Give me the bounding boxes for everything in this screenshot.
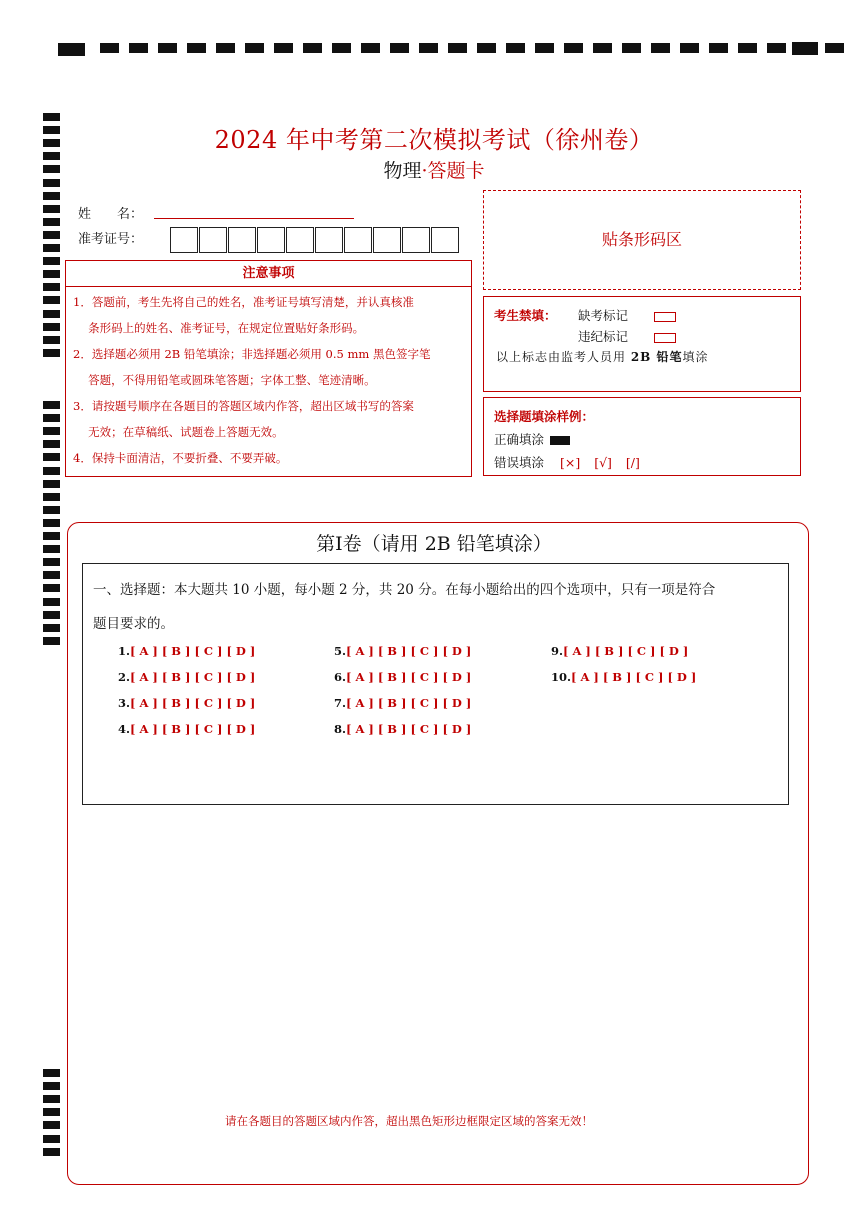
exam-id-label: 准考证号： (78, 232, 144, 247)
timing-mark (43, 467, 60, 475)
forbidden-note (496, 348, 709, 365)
correct-fill-row (494, 430, 570, 448)
timing-mark (245, 43, 264, 53)
exam-id-digit-box[interactable] (373, 227, 401, 253)
timing-mark (43, 598, 60, 606)
timing-mark (43, 349, 60, 357)
question-options[interactable]: [ A ] [ B ] [ C ] [ D ] (130, 670, 256, 684)
timing-mark (332, 43, 351, 53)
timing-mark (43, 519, 60, 527)
timing-mark (43, 401, 60, 409)
question-2-answer-row[interactable] (118, 670, 255, 684)
timing-mark (825, 43, 844, 53)
timing-mark (43, 453, 60, 461)
exam-id-digit-box[interactable] (402, 227, 430, 253)
timing-mark (43, 296, 60, 304)
notice-list (66, 287, 471, 471)
timing-mark (43, 624, 60, 632)
timing-mark (43, 611, 60, 619)
exam-id-digit-box[interactable] (257, 227, 285, 253)
question-number: 5. (334, 644, 347, 658)
timing-mark (43, 257, 60, 265)
question-10-answer-row[interactable] (551, 670, 696, 684)
exam-id-digit-box[interactable] (286, 227, 314, 253)
timing-mark (158, 43, 177, 53)
timing-mark (274, 43, 293, 53)
timing-mark (506, 43, 525, 53)
question-options[interactable]: [ A ] [ B ] [ C ] [ D ] (346, 644, 472, 658)
exam-id-digit-box[interactable] (344, 227, 372, 253)
timing-mark (43, 1148, 60, 1156)
question-number: 3. (118, 696, 131, 710)
timing-mark (43, 283, 60, 291)
timing-mark (792, 42, 818, 55)
timing-mark (187, 43, 206, 53)
absent-mark-label: 缺考标记 (578, 308, 629, 323)
question-5-answer-row[interactable] (334, 644, 471, 658)
choice-answer-box (82, 563, 789, 805)
exam-id-digit-box[interactable] (199, 227, 227, 253)
question-number: 8. (334, 722, 347, 736)
question-7-answer-row[interactable] (334, 696, 471, 710)
forbidden-note-prefix: 以上标志由监考人员用 (496, 350, 631, 364)
timing-mark (622, 43, 641, 53)
question-9-answer-row[interactable] (551, 644, 688, 658)
timing-mark (43, 1095, 60, 1103)
notice-line: 3．请按题号顺序在各题目的答题区域内作答，超出区域书写的答案 (73, 399, 414, 413)
question-options[interactable]: [ A ] [ B ] [ C ] [ D ] (130, 722, 256, 736)
timing-mark (43, 192, 60, 200)
question-options[interactable]: [ A ] [ B ] [ C ] [ D ] (346, 696, 472, 710)
timing-mark (43, 480, 60, 488)
notice-line: 2．选择题必须用 2B 铅笔填涂；非选择题必须用 0.5 mm 黑色签字笔 (73, 347, 431, 361)
section-1-title: 第Ⅰ卷（请用 2B 铅笔填涂） (316, 533, 552, 555)
question-number: 7. (334, 696, 347, 710)
timing-mark (43, 205, 60, 213)
wrong-fill-sample-1: [×] (560, 455, 581, 470)
timing-mark (43, 336, 60, 344)
timing-mark (43, 571, 60, 579)
timing-mark (43, 1135, 60, 1143)
correct-fill-label: 正确填涂 (494, 432, 545, 447)
timing-mark (43, 427, 60, 435)
timing-mark (43, 506, 60, 514)
footer-warning: 请在各题目的答题区域内作答，超出黑色矩形边框限定区域的答案无效！ (225, 1114, 593, 1128)
absent-mark-row (578, 306, 676, 324)
question-options[interactable]: [ A ] [ B ] [ C ] [ D ] (130, 696, 256, 710)
wrong-fill-row (494, 453, 640, 471)
timing-mark (390, 43, 409, 53)
notice-line: 无效；在草稿纸、试题卷上答题无效。 (73, 425, 284, 439)
question-options[interactable]: [ A ] [ B ] [ C ] [ D ] (571, 670, 697, 684)
timing-mark (767, 43, 786, 53)
wrong-fill-sample-2: [√] (594, 455, 612, 470)
name-input-line[interactable] (154, 218, 354, 219)
question-options[interactable]: [ A ] [ B ] [ C ] [ D ] (130, 644, 256, 658)
notice-line: 1．答题前，考生先将自己的姓名，准考证号填写清楚，并认真核准 (73, 295, 414, 309)
timing-mark (680, 43, 699, 53)
timing-mark (43, 323, 60, 331)
question-4-answer-row[interactable] (118, 722, 255, 736)
question-number: 4. (118, 722, 131, 736)
notice-line: 4．保持卡面清洁，不要折叠、不要弄破。 (73, 451, 288, 465)
timing-mark (43, 414, 60, 422)
violation-mark-label: 违纪标记 (578, 329, 629, 344)
notice-line: 答题，不得用铅笔或圆珠笔答题；字体工整、笔迹清晰。 (73, 373, 376, 387)
timing-mark (651, 43, 670, 53)
timing-mark (564, 43, 583, 53)
timing-mark (448, 43, 467, 53)
question-options[interactable]: [ A ] [ B ] [ C ] [ D ] (346, 722, 472, 736)
timing-mark (477, 43, 496, 53)
timing-mark (361, 43, 380, 53)
question-options[interactable]: [ A ] [ B ] [ C ] [ D ] (563, 644, 689, 658)
subtitle-dot: · (421, 160, 428, 182)
question-number: 1. (118, 644, 131, 658)
timing-mark (129, 43, 148, 53)
timing-mark (100, 43, 119, 53)
exam-id-boxes[interactable] (170, 227, 460, 253)
timing-mark (43, 637, 60, 645)
timing-mark (43, 310, 60, 318)
timing-mark (43, 244, 60, 252)
fill-example-title: 选择题填涂样例： (494, 409, 595, 424)
timing-mark (419, 43, 438, 53)
timing-mark (43, 270, 60, 278)
question-1-answer-row[interactable] (118, 644, 255, 658)
barcode-label: 贴条形码区 (601, 230, 682, 249)
exam-id-digit-box[interactable] (431, 227, 459, 253)
exam-id-digit-box[interactable] (315, 227, 343, 253)
wrong-fill-label: 错误填涂 (494, 455, 545, 470)
timing-mark (43, 493, 60, 501)
timing-mark (535, 43, 554, 53)
card-label: 答题卡 (427, 160, 485, 182)
notice-line: 条形码上的姓名、准考证号，在规定位置贴好条形码。 (73, 321, 365, 335)
timing-mark (43, 218, 60, 226)
timing-mark (709, 43, 728, 53)
violation-mark-box[interactable] (654, 333, 676, 343)
notice-title: 注意事项 (66, 261, 471, 287)
timing-mark (43, 584, 60, 592)
forbidden-fill-box (483, 296, 801, 392)
choice-instruction-line-1: 一、选择题：本大题共 10 小题，每小题 2 分，共 20 分。在每小题给出的四个选项中，只有一项是符合 (93, 582, 716, 598)
absent-mark-box[interactable] (654, 312, 676, 322)
violation-mark-row (578, 327, 676, 345)
question-3-answer-row[interactable] (118, 696, 255, 710)
notice-box (65, 260, 472, 477)
name-label: 姓 名： (78, 207, 144, 222)
timing-mark (43, 440, 60, 448)
question-options[interactable]: [ A ] [ B ] [ C ] [ D ] (346, 670, 472, 684)
question-number: 9. (551, 644, 564, 658)
timing-mark (303, 43, 322, 53)
subject-name: 物理 (383, 160, 422, 182)
timing-mark (43, 1082, 60, 1090)
timing-mark (58, 43, 85, 56)
card-subtitle (0, 156, 868, 183)
page-title: 2024 年中考第二次模拟考试（徐州卷） (214, 126, 654, 154)
exam-id-digit-box[interactable] (228, 227, 256, 253)
timing-mark (43, 558, 60, 566)
timing-mark (216, 43, 235, 53)
exam-id-digit-box[interactable] (170, 227, 198, 253)
wrong-fill-sample-3: [/] (625, 455, 640, 470)
question-6-answer-row[interactable] (334, 670, 471, 684)
choice-instruction-line-2: 题目要求的。 (93, 616, 174, 632)
forbidden-label: 考生禁填： (494, 308, 557, 323)
forbidden-note-suffix: 填涂 (682, 350, 709, 364)
question-number: 10. (551, 670, 572, 684)
timing-mark (593, 43, 612, 53)
correct-fill-sample (550, 436, 570, 445)
barcode-area (483, 190, 801, 290)
forbidden-note-bold: 2B 铅笔 (630, 350, 683, 364)
timing-mark (43, 1069, 60, 1077)
timing-mark (738, 43, 757, 53)
fill-example-box (483, 397, 801, 476)
timing-mark (43, 231, 60, 239)
question-8-answer-row[interactable] (334, 722, 471, 736)
question-number: 2. (118, 670, 131, 684)
question-number: 6. (334, 670, 347, 684)
